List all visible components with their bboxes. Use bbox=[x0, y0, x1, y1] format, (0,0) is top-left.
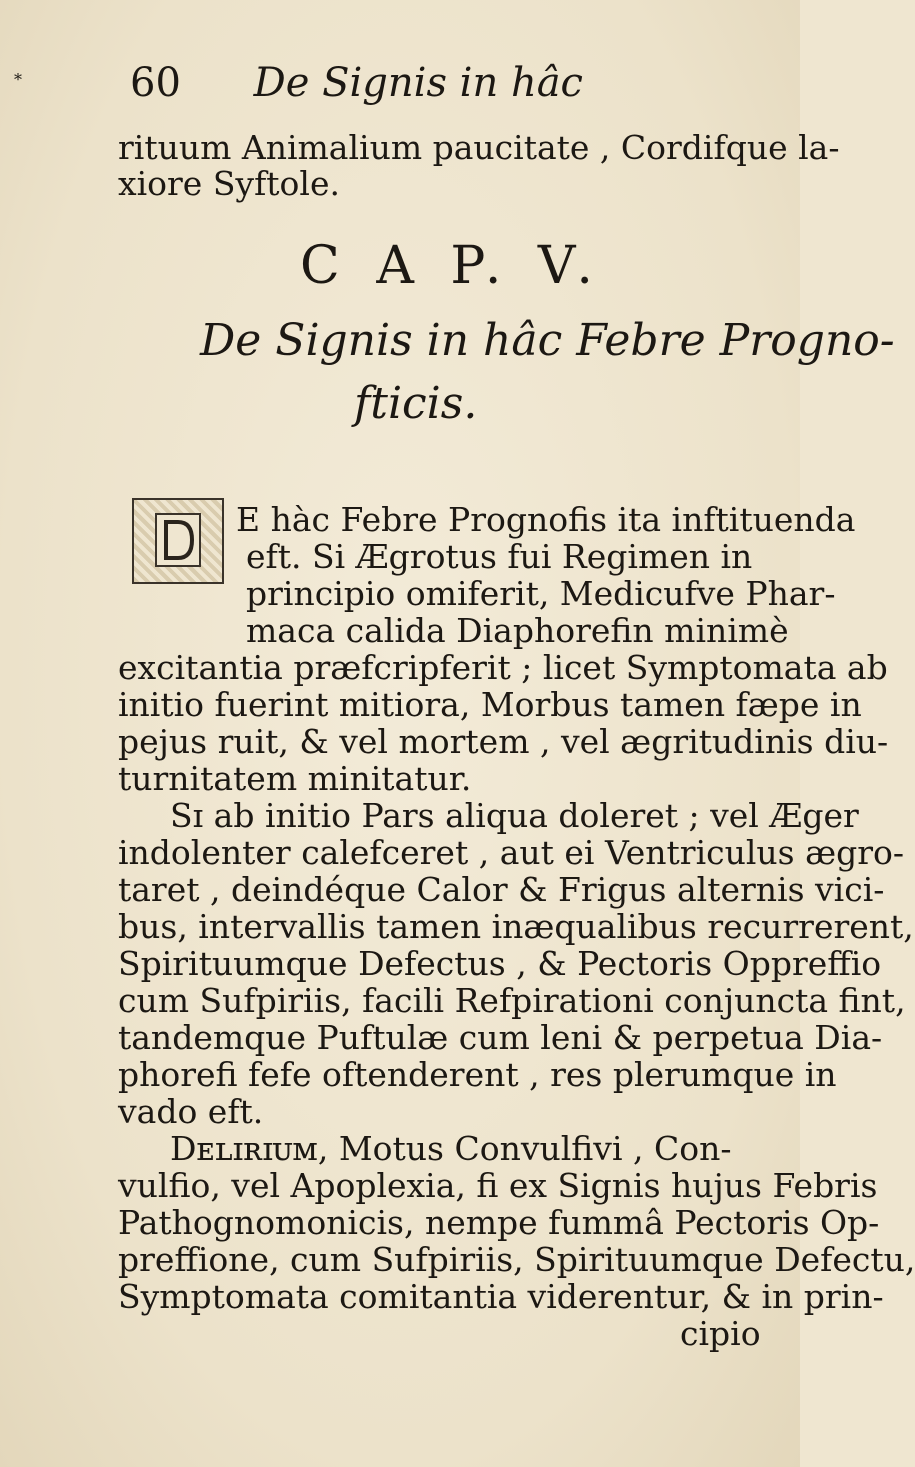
intro-line-2: xiore Syftole. bbox=[118, 164, 340, 203]
margin-mark: * bbox=[14, 70, 22, 89]
body-line-11: tandemque Puftulæ cum leni & perpetua Dia- bbox=[118, 1018, 883, 1057]
body-line-13: vado eft. bbox=[118, 1092, 264, 1131]
body-line-8: bus, intervallis tamen inæqualibus recurrerent, bbox=[118, 907, 914, 946]
chapter-title-line-1: De Signis in hâc Febre Progno- bbox=[200, 315, 895, 366]
body-line-10: cum Sufpiriis, facili Refpirationi conjuncta fint, bbox=[118, 981, 906, 1020]
dropcap-line-3: principio omiferit, Medicufve Phar- bbox=[246, 574, 836, 613]
page-number: 60 bbox=[130, 60, 181, 106]
body-line-17: preffione, cum Sufpiriis, Spirituumque Defectu, bbox=[118, 1240, 915, 1279]
body-line-18: Symptomata comitantia viderentur, & in prin- bbox=[118, 1277, 884, 1316]
chapter-label: C A P. V. bbox=[300, 236, 603, 296]
body-line-12: phorefi fefe oftenderent , res plerumque in bbox=[118, 1055, 837, 1094]
dropcap-line-4: maca calida Diaphorefin minimè bbox=[246, 611, 789, 650]
running-title: De Signis in hâc bbox=[253, 60, 583, 106]
intro-line-1: rituum Animalium paucitate , Cordifque la- bbox=[118, 128, 840, 167]
body-line-5: Sɪ ab initio Pars aliqua doleret ; vel Æger bbox=[170, 796, 859, 835]
body-line-3: pejus ruit, & vel mortem , vel ægritudinis diu- bbox=[118, 722, 889, 761]
body-line-7: taret , deindéque Calor & Frigus alternis vici- bbox=[118, 870, 885, 909]
running-header bbox=[130, 60, 583, 106]
body-line-16: Pathognomonicis, nempe fummâ Pectoris Op- bbox=[118, 1203, 880, 1242]
chapter-title-line-2: fticis. bbox=[354, 378, 478, 429]
body-line-14: Dᴇʟɪʀɪᴜᴍ, Motus Convulfivi , Con- bbox=[170, 1129, 732, 1168]
body-line-2: initio fuerint mitiora, Morbus tamen fæpe in bbox=[118, 685, 862, 724]
ornamental-initial-d bbox=[132, 498, 224, 584]
body-line-1: excitantia præfcripferit ; licet Symptomata ab bbox=[118, 648, 888, 687]
dropcap-line-2: eft. Si Ægrotus fui Regimen in bbox=[246, 537, 753, 576]
body-line-15: vulfio, vel Apoplexia, fi ex Signis hujus Febris bbox=[118, 1166, 878, 1205]
catchword: cipio bbox=[680, 1314, 761, 1353]
body-line-6: indolenter calefceret , aut ei Ventriculus ægro- bbox=[118, 833, 905, 872]
dropcap-line-1: E hàc Febre Prognofis ita inftituenda bbox=[236, 500, 856, 539]
body-line-9: Spirituumque Defectus , & Pectoris Oppreffio bbox=[118, 944, 882, 983]
body-line-4: turnitatem minitatur. bbox=[118, 759, 472, 798]
